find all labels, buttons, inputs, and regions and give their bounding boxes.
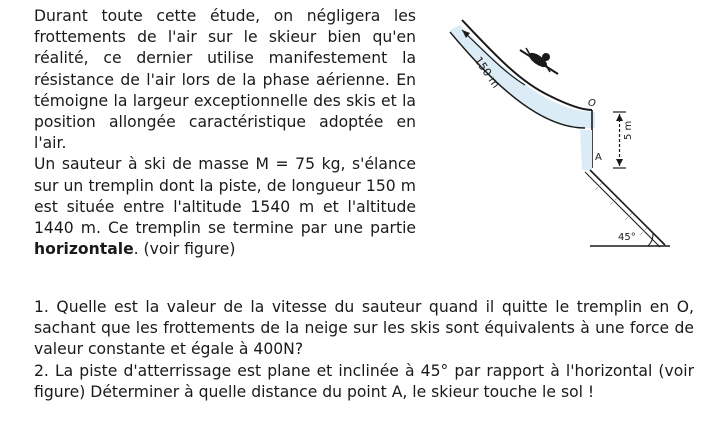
angle-label: 45° (618, 232, 636, 243)
ski-jump-figure (420, 0, 720, 290)
problem-text-start: Un sauteur à ski de masse M = 75 kg, s'élance sur un tremplin dont la piste, de longueur 150 m est située entre l'altitude 1540 m et l'altitude 1440 m. Ce tremplin se termine par une partie (34, 155, 416, 238)
left-text-block (34, 6, 416, 260)
question-2: 2. La piste d'atterrissage est plane et inclinée à 45° par rapport à l'horizontal (voir figure) Déterminer à quelle distance du point A, le skieur touche le sol ! (34, 361, 694, 401)
problem-text-end: . (voir figure) (133, 240, 236, 259)
landing-snow (580, 130, 592, 170)
point-a-label: A (595, 152, 602, 163)
ski-jump-diagram (420, 0, 720, 290)
intro-paragraph: Durant toute cette étude, on négligera les frottements de l'air sur le skieur bien qu'en réalité, ce dernier utilise manifestement la résistance de l'air lors de la phase aérienne. En témoigne la largeur exceptionnelle des skis et la position allongée caractéristique adoptée en l'air. (34, 7, 416, 153)
slope-hatching (595, 183, 647, 235)
problem-bold-word: horizontale (34, 240, 134, 259)
ramp-snow (450, 25, 595, 128)
track-length-label: 150 m (471, 54, 503, 91)
height-label: 5 m (623, 120, 634, 140)
question-1: 1. Quelle est la valeur de la vitesse du sauteur quand il quitte le tremplin en O, sachant que les frottements de la neige sur les skis sont équivalents à une force de valeur constante et égale à 400N? (34, 298, 694, 359)
skier-icon (520, 48, 558, 74)
questions-block (34, 297, 694, 403)
angle-arc (648, 233, 653, 246)
problem-paragraph (34, 154, 416, 260)
point-o-label: O (588, 98, 596, 109)
